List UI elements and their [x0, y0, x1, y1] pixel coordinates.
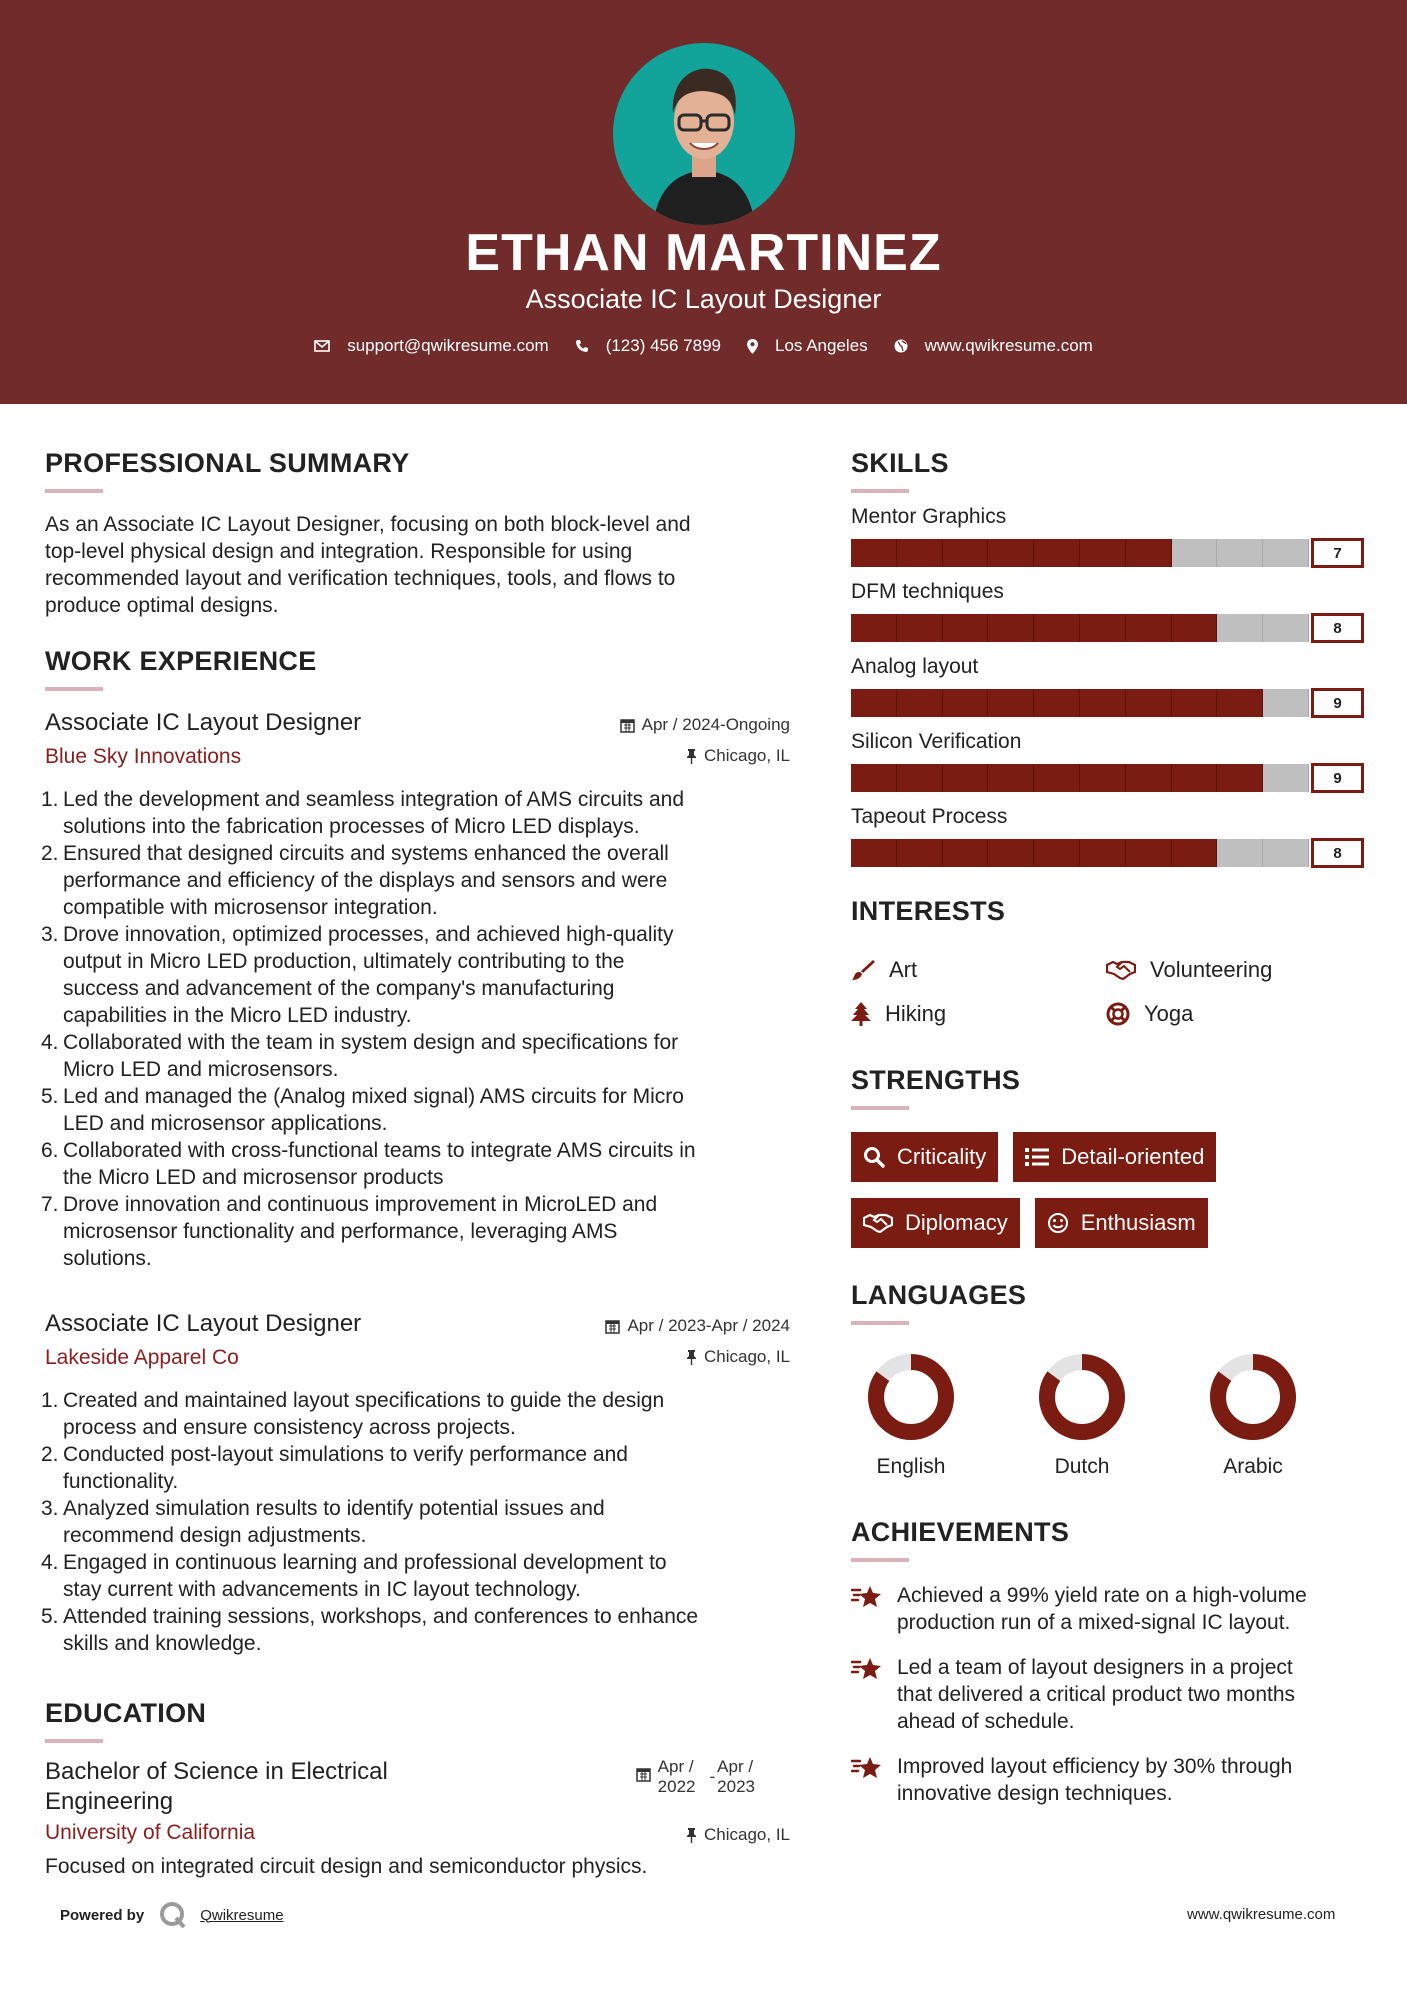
list-text	[59, 1029, 678, 1083]
skill-item	[851, 503, 1366, 568]
powered-by-text: Powered by	[60, 1906, 145, 1924]
list-text	[59, 786, 684, 840]
list-line: Engaged in continuous learning and professional development to	[63, 1551, 667, 1574]
achievement-line: Led a team of layout designers in a project	[897, 1656, 1293, 1679]
star-award-icon	[851, 1755, 883, 1781]
skill-segment	[943, 539, 989, 567]
company-name: Blue Sky Innovations	[45, 745, 242, 768]
interest-label: Art	[889, 957, 918, 982]
list-line: recommend design adjustments.	[63, 1524, 367, 1547]
education-date	[636, 1757, 755, 1797]
skills-section	[851, 448, 1366, 868]
list-number: 1.	[41, 788, 59, 811]
date-part: Apr /	[657, 1757, 694, 1776]
list-text	[59, 1495, 605, 1549]
language-list	[851, 1353, 1366, 1479]
list-number: 5.	[41, 1605, 59, 1628]
skill-segment	[1080, 539, 1126, 567]
skill-segment	[1034, 839, 1080, 867]
summary-heading: PROFESSIONAL SUMMARY	[45, 448, 410, 478]
summary-section	[45, 448, 790, 619]
skill-value: 8	[1311, 838, 1364, 868]
achievement-item	[851, 1753, 1366, 1807]
skill-segment	[1172, 614, 1218, 642]
list-number: 7.	[41, 1193, 59, 1216]
skill-bar	[851, 838, 1364, 868]
skill-segment	[988, 764, 1034, 792]
contact-email-text: support@qwikresume.com	[347, 336, 549, 355]
contact-bar	[0, 336, 1407, 356]
job-bullet-list	[41, 1387, 790, 1657]
contact-phone-text: (123) 456 7899	[605, 336, 722, 355]
list-line: Created and maintained layout specifications to guide the design	[63, 1389, 665, 1412]
list-line: performance and efficiency of the displays and sensors and were	[63, 869, 668, 892]
list-line: Led the development and seamless integration of AMS circuits and	[63, 788, 685, 811]
list-icon	[1025, 1147, 1049, 1167]
section-divider	[851, 1558, 909, 1562]
paintbrush-icon	[851, 959, 875, 981]
date-part: Apr /	[717, 1757, 754, 1776]
strength-chip-detail-oriented	[1013, 1132, 1216, 1182]
skill-segment	[1217, 764, 1263, 792]
skill-segment	[1126, 689, 1172, 717]
achievement-text	[897, 1753, 1292, 1807]
star-award-icon	[851, 1656, 883, 1682]
strength-chip-criticality	[851, 1132, 998, 1182]
skill-segment	[988, 539, 1034, 567]
list-line: success and advancement of the company's manufacturing	[63, 977, 615, 1000]
pushpin-icon	[686, 1350, 697, 1365]
list-item	[41, 1387, 790, 1441]
list-item	[41, 921, 790, 1029]
skill-item	[851, 578, 1366, 643]
job-location-text: Chicago, IL	[704, 746, 790, 765]
list-line: functionality.	[63, 1470, 179, 1493]
achievements-heading: ACHIEVEMENTS	[851, 1517, 1070, 1547]
resume-header	[0, 0, 1407, 404]
skill-segment	[1172, 539, 1218, 567]
education-entry	[45, 1757, 790, 1879]
section-divider	[851, 1321, 909, 1325]
skill-bar	[851, 538, 1364, 568]
skill-segment	[1034, 614, 1080, 642]
left-column	[41, 448, 790, 1879]
list-line: Drove innovation and continuous improvement in MicroLED and	[63, 1193, 658, 1216]
skill-value: 8	[1311, 613, 1364, 643]
list-line: solutions into the fabrication processes of Micro LED displays.	[63, 815, 640, 838]
list-item	[41, 1441, 790, 1495]
skill-item	[851, 653, 1366, 718]
date-part: 2022	[657, 1777, 696, 1796]
skill-segment	[851, 764, 897, 792]
education-location	[686, 1825, 790, 1845]
skill-item	[851, 728, 1366, 793]
interest-list	[851, 957, 1366, 1027]
job-date-text: Apr / 2023-Apr / 2024	[627, 1316, 790, 1335]
skill-segment	[1263, 614, 1309, 642]
achievement-text	[897, 1654, 1295, 1735]
summary-line: top-level physical design and integration. Responsible for using	[45, 540, 633, 563]
skill-segment	[1263, 839, 1309, 867]
skill-segment	[851, 689, 897, 717]
list-item	[41, 1495, 790, 1549]
skill-name: DFM techniques	[851, 580, 1004, 603]
summary-line: produce optimal designs.	[45, 594, 279, 617]
skill-segment	[897, 764, 943, 792]
skills-heading: SKILLS	[851, 448, 949, 478]
skill-segment	[943, 839, 989, 867]
skill-segment	[897, 689, 943, 717]
calendar-icon	[605, 1319, 620, 1334]
list-line: Drove innovation, optimized processes, and achieved high-quality	[63, 923, 674, 946]
list-item	[41, 1137, 790, 1191]
strengths-heading: STRENGTHS	[851, 1065, 1021, 1095]
interest-label: Yoga	[1144, 1001, 1194, 1026]
list-text	[59, 840, 669, 921]
language-name: English	[876, 1455, 946, 1478]
list-text	[59, 921, 674, 1029]
skill-segment	[897, 839, 943, 867]
skill-segment	[1172, 764, 1218, 792]
skill-segment	[851, 839, 897, 867]
skill-segment	[1217, 689, 1263, 717]
job-title: Associate IC Layout Designer	[45, 709, 362, 736]
list-line: Attended training sessions, workshops, and conferences to enhance	[63, 1605, 699, 1628]
language-item	[1193, 1353, 1364, 1479]
list-line: output in Micro LED production, ultimately contributing to the	[63, 950, 625, 973]
handshake-icon	[1106, 960, 1136, 980]
skill-list	[851, 503, 1366, 868]
job-list	[41, 709, 790, 1657]
job-date	[605, 1316, 790, 1336]
candidate-name: ETHAN MARTINEZ	[465, 224, 942, 282]
degree-line: Bachelor of Science in Electrical	[45, 1758, 388, 1785]
section-divider	[45, 1739, 103, 1743]
achievement-line: that delivered a critical product two months	[897, 1683, 1296, 1706]
list-line: Led and managed the (Analog mixed signal) AMS circuits for Micro	[63, 1085, 684, 1108]
list-number: 4.	[41, 1031, 59, 1054]
pushpin-icon	[686, 749, 697, 764]
job-location	[686, 1347, 790, 1367]
achievement-line: ahead of schedule.	[897, 1710, 1075, 1733]
list-item	[41, 1549, 790, 1603]
skill-item	[851, 803, 1366, 868]
contact-phone[interactable]	[575, 336, 721, 356]
qwikresume-link[interactable]: Qwikresume	[200, 1906, 284, 1924]
skill-name: Silicon Verification	[851, 730, 1022, 753]
language-item	[1022, 1353, 1193, 1479]
list-line: the Micro LED and microsensor products	[63, 1166, 444, 1189]
pushpin-icon	[686, 1828, 697, 1843]
achievement-text	[897, 1582, 1307, 1636]
interest-yoga	[1106, 1001, 1361, 1027]
skill-segment	[988, 614, 1034, 642]
job-entry	[41, 709, 790, 1272]
calendar-icon	[620, 718, 635, 733]
achievement-list	[851, 1582, 1366, 1807]
list-number: 6.	[41, 1139, 59, 1162]
achievement-line: Achieved a 99% yield rate on a high-volume	[897, 1584, 1307, 1607]
candidate-title: Associate IC Layout Designer	[525, 284, 882, 314]
skill-segment	[1263, 539, 1309, 567]
skill-segment	[1034, 764, 1080, 792]
lifebuoy-icon	[1106, 1002, 1130, 1026]
skill-segment	[1126, 839, 1172, 867]
contact-location	[747, 336, 868, 356]
summary-line: As an Associate IC Layout Designer, focusing on both block-level and	[45, 513, 691, 536]
list-text	[59, 1549, 667, 1603]
skill-segment	[943, 614, 989, 642]
list-line: Micro LED and microsensors.	[63, 1058, 339, 1081]
experience-heading: WORK EXPERIENCE	[45, 646, 317, 676]
list-line: skills and knowledge.	[63, 1632, 262, 1655]
list-line: Collaborated with the team in system design and specifications for	[63, 1031, 679, 1054]
language-item	[851, 1353, 1022, 1479]
skill-value: 9	[1311, 763, 1364, 793]
list-line: stay current with advancements in IC layout technology.	[63, 1578, 581, 1601]
skill-name: Mentor Graphics	[851, 505, 1007, 528]
skill-segment	[1217, 839, 1263, 867]
tree-icon	[851, 1002, 871, 1026]
skill-segment	[1080, 689, 1126, 717]
list-item	[41, 1029, 790, 1083]
phone-icon	[575, 339, 589, 353]
list-text	[59, 1191, 657, 1272]
strengths-section	[851, 1065, 1366, 1264]
strength-label: Detail-oriented	[1061, 1144, 1205, 1169]
skill-segment	[1263, 689, 1309, 717]
list-line: Conducted post-layout simulations to verify performance and	[63, 1443, 628, 1466]
powered-by	[60, 1900, 284, 1930]
section-divider	[45, 687, 103, 691]
skill-segment	[1034, 689, 1080, 717]
skill-bar	[851, 763, 1364, 793]
list-line: capabilities in the Micro LED industry.	[63, 1004, 412, 1027]
job-date-text: Apr / 2024-Ongoing	[641, 715, 790, 734]
smile-icon	[1047, 1212, 1069, 1234]
search-icon	[863, 1146, 885, 1168]
contact-email[interactable]	[314, 336, 549, 356]
skill-bar	[851, 613, 1364, 643]
education-end-date	[717, 1757, 755, 1797]
achievements-section	[851, 1517, 1366, 1807]
section-divider	[851, 1106, 909, 1110]
list-line: microsensor functionality and performance, leveraging AMS	[63, 1220, 618, 1243]
list-line: compatible with microsensor integration.	[63, 896, 438, 919]
list-line: Collaborated with cross-functional teams to integrate AMS circuits in	[63, 1139, 696, 1162]
language-name: Dutch	[1054, 1455, 1110, 1478]
star-award-icon	[851, 1584, 883, 1610]
skill-segment	[1080, 764, 1126, 792]
map-pin-icon	[747, 339, 758, 354]
envelope-icon	[314, 340, 330, 352]
interest-label: Hiking	[885, 1001, 947, 1026]
strength-label: Enthusiasm	[1080, 1210, 1196, 1235]
list-line: Analyzed simulation results to identify potential issues and	[63, 1497, 605, 1520]
skill-segment	[1126, 614, 1172, 642]
languages-section	[851, 1280, 1366, 1479]
strength-list	[851, 1132, 1366, 1264]
job-date	[620, 715, 790, 735]
footer-website[interactable]: www.qwikresume.com	[1187, 1906, 1336, 1923]
job-entry	[41, 1310, 790, 1657]
list-item	[41, 1083, 790, 1137]
interest-hiking	[851, 1001, 1106, 1027]
skill-segment	[1126, 764, 1172, 792]
contact-location-text: Los Angeles	[775, 336, 868, 355]
education-location-text: Chicago, IL	[704, 1825, 790, 1844]
job-bullet-list	[41, 786, 790, 1272]
list-text	[59, 1387, 664, 1441]
summary-line: recommended layout and verification techniques, tools, and flows to	[45, 567, 676, 590]
handshake-icon	[863, 1213, 893, 1233]
list-number: 4.	[41, 1551, 59, 1574]
interest-label: Volunteering	[1150, 957, 1273, 982]
list-text	[59, 1137, 696, 1191]
skill-segment	[1080, 614, 1126, 642]
profile-photo	[613, 43, 795, 225]
list-number: 1.	[41, 1389, 59, 1412]
skill-segment	[897, 614, 943, 642]
education-section	[45, 1698, 790, 1879]
section-divider	[851, 489, 909, 493]
job-title: Associate IC Layout Designer	[45, 1310, 362, 1337]
interests-section	[851, 896, 1366, 1027]
school-name: University of California	[45, 1821, 256, 1844]
summary-text	[45, 511, 790, 619]
skill-segment	[988, 689, 1034, 717]
strength-label: Criticality	[897, 1144, 987, 1169]
list-line: LED and microsensor applications.	[63, 1112, 388, 1135]
list-number: 2.	[41, 842, 59, 865]
skill-bar	[851, 688, 1364, 718]
list-number: 3.	[41, 923, 59, 946]
skill-segment	[1217, 539, 1263, 567]
date-part: 2023	[717, 1777, 755, 1796]
strength-chip-enthusiasm	[1035, 1198, 1208, 1248]
achievement-item	[851, 1654, 1366, 1735]
job-location	[686, 746, 790, 766]
achievement-line: innovative design techniques.	[897, 1782, 1173, 1805]
experience-section	[41, 646, 790, 1657]
skill-segment	[851, 614, 897, 642]
list-line: process and ensure consistency across projects.	[63, 1416, 516, 1439]
skill-segment	[851, 539, 897, 567]
skill-segment	[1172, 689, 1218, 717]
achievement-line: Improved layout efficiency by 30% through	[897, 1755, 1293, 1778]
list-item	[41, 1191, 790, 1272]
achievement-item	[851, 1582, 1366, 1636]
date-separator: -	[709, 1767, 716, 1786]
education-start-date	[658, 1757, 696, 1797]
skill-segment	[1034, 539, 1080, 567]
skill-value: 7	[1311, 538, 1364, 568]
interest-volunteering	[1106, 957, 1361, 983]
right-column	[851, 448, 1366, 1807]
strength-chip-diplomacy	[851, 1198, 1020, 1248]
language-donut	[1038, 1353, 1126, 1441]
skill-segment	[1080, 839, 1126, 867]
education-note: Focused on integrated circuit design and semiconductor physics.	[45, 1855, 648, 1878]
skill-segment	[988, 839, 1034, 867]
list-item	[41, 1603, 790, 1657]
company-name: Lakeside Apparel Co	[45, 1346, 239, 1369]
language-name: Arabic	[1223, 1455, 1283, 1478]
list-text	[59, 1441, 628, 1495]
language-donut	[1209, 1353, 1297, 1441]
skill-name: Tapeout Process	[851, 805, 1008, 828]
list-line: Ensured that designed circuits and systems enhanced the overall	[63, 842, 669, 865]
skill-name: Analog layout	[851, 655, 979, 678]
degree-title	[45, 1757, 465, 1817]
list-line: solutions.	[63, 1247, 152, 1270]
interests-heading: INTERESTS	[851, 896, 1006, 926]
list-number: 5.	[41, 1085, 59, 1108]
degree-line: Engineering	[45, 1788, 174, 1815]
skill-segment	[1217, 614, 1263, 642]
list-number: 3.	[41, 1497, 59, 1520]
education-heading: EDUCATION	[45, 1698, 207, 1728]
strength-label: Diplomacy	[905, 1210, 1008, 1235]
language-donut	[867, 1353, 955, 1441]
skill-segment	[1172, 839, 1218, 867]
job-location-text: Chicago, IL	[704, 1347, 790, 1366]
list-item	[41, 786, 790, 840]
list-number: 2.	[41, 1443, 59, 1466]
contact-website[interactable]	[894, 336, 1093, 356]
section-divider	[45, 489, 103, 493]
list-item	[41, 840, 790, 921]
skill-value: 9	[1311, 688, 1364, 718]
achievement-line: production run of a mixed-signal IC layout.	[897, 1611, 1291, 1634]
skill-segment	[1126, 539, 1172, 567]
contact-website-text: www.qwikresume.com	[924, 336, 1093, 355]
qwikresume-logo-icon	[158, 1900, 188, 1930]
globe-icon	[894, 339, 908, 353]
list-text	[59, 1603, 698, 1657]
interest-art	[851, 957, 1106, 983]
list-text	[59, 1083, 684, 1137]
calendar-icon	[636, 1767, 651, 1782]
skill-segment	[1263, 764, 1309, 792]
skill-segment	[943, 764, 989, 792]
skill-segment	[943, 689, 989, 717]
languages-heading: LANGUAGES	[851, 1280, 1027, 1310]
skill-segment	[897, 539, 943, 567]
